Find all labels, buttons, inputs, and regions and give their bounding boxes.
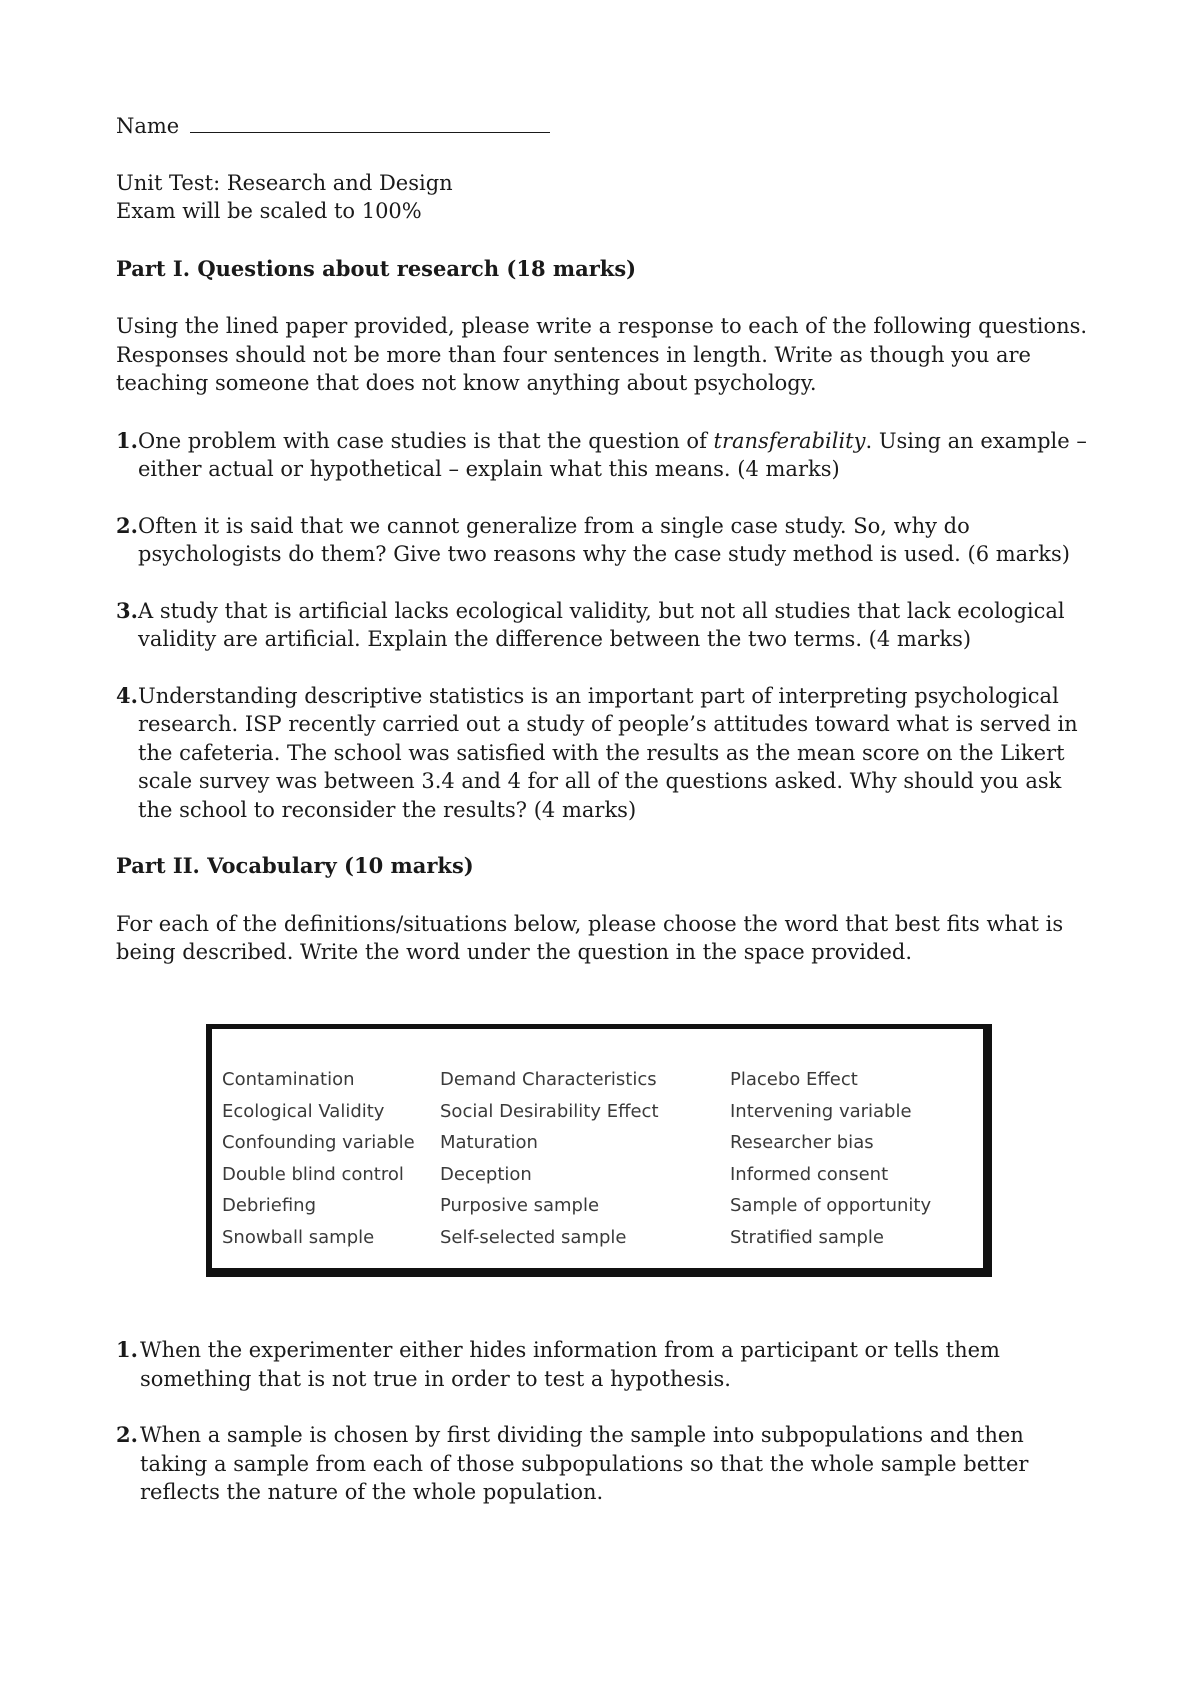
- part2-heading: Part II. Vocabulary (10 marks): [116, 853, 474, 878]
- vocabulary-term: Researcher bias: [730, 1132, 874, 1153]
- part1-instructions: Using the lined paper provided, please write a response to each of the following questions. Responses should not be more than four sentences in length. Write as though you are teaching someone that does not know anything about psychology.: [116, 314, 1088, 395]
- part2-question-section: [116, 1336, 1096, 1535]
- question-number: 3.: [116, 597, 138, 623]
- vocabulary-term: Ecological Validity: [222, 1100, 385, 1122]
- question-text: . Using an example – either actual or hypothetical – explain what this means. (4 marks): [138, 428, 1087, 481]
- vocabulary-term: Confounding variable: [222, 1132, 415, 1153]
- vocabulary-grid: [222, 1069, 990, 1258]
- vocabulary-term: Snowball sample: [222, 1226, 375, 1248]
- name-blank-line: [190, 112, 550, 133]
- exam-page: [116, 112, 1096, 967]
- part1-question: [116, 512, 1096, 569]
- question-number: 1.: [116, 1337, 138, 1362]
- vocabulary-term: Demand Characteristics: [440, 1069, 657, 1090]
- vocabulary-term: Placebo Effect: [730, 1069, 858, 1090]
- vocabulary-term: Sample of opportunity: [730, 1195, 932, 1216]
- vocabulary-term: Intervening variable: [730, 1100, 912, 1122]
- question-text: When a sample is chosen by first dividing the sample into subpopulations and then taking a sample from each of those subpopulations so that the whole sample better reflects the nature of the whole population.: [140, 1423, 1029, 1504]
- vocabulary-term: Deception: [440, 1163, 532, 1185]
- part1-question: [116, 427, 1096, 484]
- question-number: 2.: [116, 512, 138, 538]
- unit-title: Unit Test: Research and Design: [116, 170, 453, 195]
- question-text: Understanding descriptive statistics is an important part of interpreting psychological research. ISP recently carried out a study of people’s attitudes toward what is served in the cafeteria. The school was satisfied with the results as the mean score on the Likert scale survey was between 3.4 and 4 for all of the questions asked. Why should you ask the school to reconsider the results? (4 marks): [138, 683, 1078, 822]
- question-emphasis: transferability: [713, 428, 866, 453]
- vocabulary-term: Double blind control: [222, 1163, 404, 1185]
- vocabulary-term: Self-selected sample: [440, 1226, 627, 1248]
- scaling-note: Exam will be scaled to 100%: [116, 199, 422, 223]
- part2-question: [116, 1421, 1096, 1507]
- question-number: 4.: [116, 682, 138, 708]
- part1-heading: Part I. Questions about research (18 marks): [116, 255, 637, 281]
- vocabulary-term: Informed consent: [730, 1163, 889, 1185]
- question-text: Often it is said that we cannot generalize from a single case study. So, why do psychologists do them? Give two reasons why the case study method is used. (6 marks): [138, 513, 1070, 566]
- vocabulary-term: Maturation: [440, 1132, 538, 1153]
- part2-question-list: [116, 1336, 1096, 1507]
- question-text: When the experimenter either hides information from a participant or tells them something that is not true in order to test a hypothesis.: [140, 1338, 1000, 1391]
- part1-question: [116, 682, 1096, 825]
- part1-question: [116, 597, 1096, 654]
- vocabulary-term: Debriefing: [222, 1195, 317, 1216]
- vocabulary-term: Social Desirability Effect: [440, 1100, 659, 1122]
- part2-question: [116, 1336, 1096, 1393]
- question-number: 1.: [116, 427, 138, 453]
- question-text: A study that is artificial lacks ecological validity, but not all studies that lack ecological validity are artificial. Explain the difference between the two terms. (4 marks): [138, 598, 1065, 651]
- question-number: 2.: [116, 1422, 138, 1447]
- vocabulary-term: Contamination: [222, 1069, 355, 1090]
- part1-question-list: [116, 427, 1096, 825]
- name-label: Name: [116, 114, 180, 138]
- name-row: [116, 112, 1096, 141]
- vocabulary-box: [206, 1024, 992, 1277]
- question-text: One problem with case studies is that the question of: [138, 428, 714, 453]
- part2-instructions: For each of the definitions/situations below, please choose the word that best fits what is being described. Write the word under the question in the space provided.: [116, 911, 1064, 964]
- vocabulary-term: Purposive sample: [440, 1195, 600, 1216]
- vocabulary-term: Stratified sample: [730, 1226, 884, 1248]
